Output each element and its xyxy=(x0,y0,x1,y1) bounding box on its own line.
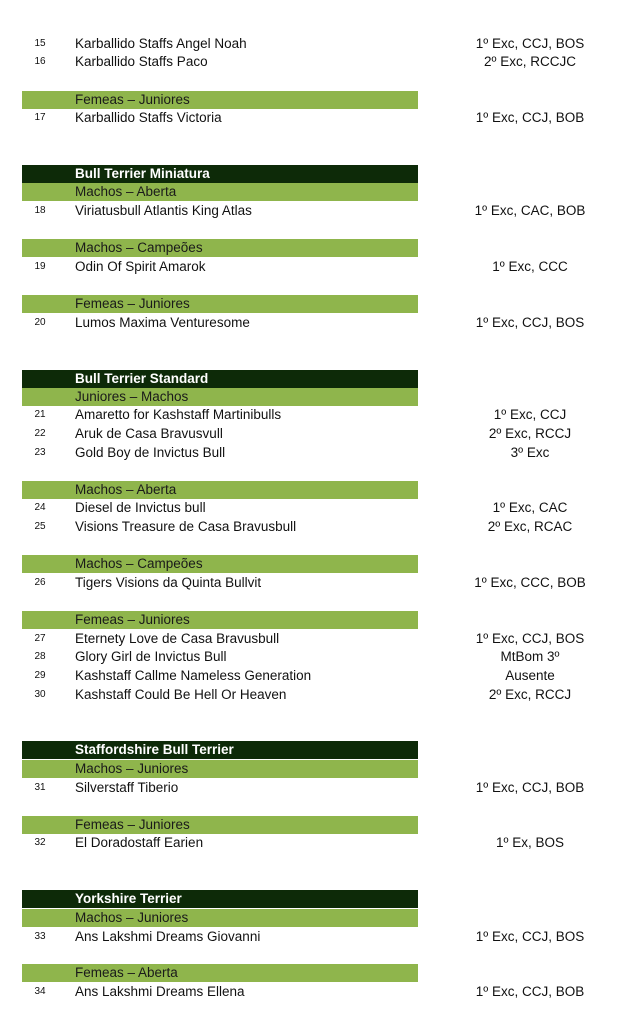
entry-result: 1º Exc, CCJ, BOS xyxy=(475,631,585,646)
entry-name: Ans Lakshmi Dreams Ellena xyxy=(75,984,245,999)
entry-result: Ausente xyxy=(505,668,555,683)
entry-row xyxy=(0,35,628,53)
entry-row xyxy=(0,574,628,592)
entry-number: 16 xyxy=(34,56,46,67)
entry-name: Odin Of Spirit Amarok xyxy=(75,259,206,274)
entry-result: MtBom 3º xyxy=(500,649,560,664)
entry-result: 2º Exc, RCAC xyxy=(487,519,573,534)
entry-row xyxy=(0,630,628,648)
entry-row xyxy=(0,648,628,666)
entry-result: 1º Ex, BOS xyxy=(496,835,564,850)
class-header xyxy=(22,760,418,778)
entry-row xyxy=(0,834,628,852)
entry-number: 30 xyxy=(34,689,46,700)
class-header xyxy=(22,816,418,834)
entry-result: 1º Exc, CCJ, BOB xyxy=(475,984,585,999)
entry-number: 34 xyxy=(34,986,46,997)
entry-number: 32 xyxy=(34,837,46,848)
class-label: Machos – Campeões xyxy=(75,240,203,255)
class-label: Machos – Aberta xyxy=(75,482,177,497)
entry-name: Kashstaff Could Be Hell Or Heaven xyxy=(75,687,287,702)
entry-number: 26 xyxy=(34,577,46,588)
class-header xyxy=(22,388,418,406)
breed-header xyxy=(22,370,418,388)
entry-row xyxy=(0,444,628,462)
entry-row xyxy=(0,779,628,797)
entry-row xyxy=(0,518,628,536)
entry-number: 15 xyxy=(34,38,46,49)
class-header xyxy=(22,183,418,201)
class-label: Machos – Juniores xyxy=(75,910,189,925)
entry-row xyxy=(0,314,628,332)
entry-result: 1º Exc, CCJ, BOS xyxy=(475,929,585,944)
class-label: Femeas – Juniores xyxy=(75,296,190,311)
entry-name: Amaretto for Kashstaff Martinibulls xyxy=(75,407,282,422)
entry-name: Gold Boy de Invictus Bull xyxy=(75,445,226,460)
entry-number: 33 xyxy=(34,931,46,942)
class-label: Femeas – Aberta xyxy=(75,965,178,980)
entry-result: 1º Exc, CCJ, BOS xyxy=(475,315,585,330)
entry-row xyxy=(0,983,628,1001)
entry-name: Karballido Staffs Victoria xyxy=(75,110,222,125)
class-label: Machos – Aberta xyxy=(75,184,177,199)
class-label: Femeas – Juniores xyxy=(75,92,190,107)
entry-result: 1º Exc, CAC, BOB xyxy=(474,203,586,218)
entry-row xyxy=(0,109,628,127)
entry-row xyxy=(0,499,628,517)
entry-name: Viriatusbull Atlantis King Atlas xyxy=(75,203,252,218)
class-header xyxy=(22,555,418,573)
entry-row xyxy=(0,425,628,443)
class-header xyxy=(22,611,418,629)
entry-name: Karballido Staffs Paco xyxy=(75,54,208,69)
entry-row xyxy=(0,686,628,704)
entry-name: Lumos Maxima Venturesome xyxy=(75,315,250,330)
entry-row xyxy=(0,667,628,685)
entry-row xyxy=(0,53,628,71)
entry-result: 1º Exc, CCJ, BOB xyxy=(475,780,585,795)
entry-result: 2º Exc, RCCJ xyxy=(488,426,572,441)
entry-name: Eternety Love de Casa Bravusbull xyxy=(75,631,280,646)
entry-number: 20 xyxy=(34,317,46,328)
class-label: Femeas – Juniores xyxy=(75,612,190,627)
breed-header xyxy=(22,165,418,183)
entry-name: Tigers Visions da Quinta Bullvit xyxy=(75,575,262,590)
entry-number: 28 xyxy=(34,651,46,662)
entry-number: 24 xyxy=(34,502,46,513)
entry-result: 1º Exc, CAC xyxy=(492,500,568,515)
breed-header xyxy=(22,890,418,908)
breed-header xyxy=(22,741,418,759)
breed-label: Bull Terrier Standard xyxy=(75,371,209,386)
entry-number: 21 xyxy=(34,409,46,420)
entry-number: 23 xyxy=(34,447,46,458)
entry-name: Silverstaff Tiberio xyxy=(75,780,179,795)
entry-row xyxy=(0,258,628,276)
entry-number: 27 xyxy=(34,633,46,644)
entry-result: 1º Exc, CCJ xyxy=(493,407,567,422)
entry-name: Kashstaff Callme Nameless Generation xyxy=(75,668,312,683)
entry-result: 1º Exc, CCC, BOB xyxy=(474,575,586,590)
class-label: Femeas – Juniores xyxy=(75,817,190,832)
entry-number: 22 xyxy=(34,428,46,439)
class-header xyxy=(22,239,418,257)
entry-row xyxy=(0,928,628,946)
class-header xyxy=(22,481,418,499)
class-header xyxy=(22,91,418,109)
entry-result: 2º Exc, RCCJC xyxy=(484,54,576,69)
entry-name: Ans Lakshmi Dreams Giovanni xyxy=(75,929,261,944)
entry-result: 1º Exc, CCJ, BOB xyxy=(475,110,585,125)
entry-result: 3º Exc xyxy=(510,445,550,460)
entry-row xyxy=(0,202,628,220)
class-label: Machos – Campeões xyxy=(75,556,203,571)
entry-number: 18 xyxy=(34,205,46,216)
class-header xyxy=(22,295,418,313)
breed-label: Bull Terrier Miniatura xyxy=(75,166,210,181)
entry-name: Visions Treasure de Casa Bravusbull xyxy=(75,519,297,534)
class-header xyxy=(22,909,418,927)
entry-number: 19 xyxy=(34,261,46,272)
entry-row xyxy=(0,406,628,424)
class-header xyxy=(22,964,418,982)
entry-number: 29 xyxy=(34,670,46,681)
class-label: Juniores – Machos xyxy=(75,389,189,404)
breed-label: Staffordshire Bull Terrier xyxy=(75,742,234,757)
entry-name: Glory Girl de Invictus Bull xyxy=(75,649,227,664)
breed-label: Yorkshire Terrier xyxy=(75,891,182,906)
entry-result: 2º Exc, RCCJ xyxy=(488,687,572,702)
entry-name: Aruk de Casa Bravusvull xyxy=(75,426,223,441)
entry-number: 25 xyxy=(34,521,46,532)
entry-name: Diesel de Invictus bull xyxy=(75,500,206,515)
entry-result: 1º Exc, CCC xyxy=(492,259,568,274)
entry-name: Karballido Staffs Angel Noah xyxy=(75,36,247,51)
class-label: Machos – Juniores xyxy=(75,761,189,776)
entry-number: 17 xyxy=(34,112,46,123)
entry-result: 1º Exc, CCJ, BOS xyxy=(475,36,585,51)
entry-number: 31 xyxy=(34,782,46,793)
entry-name: El Doradostaff Earien xyxy=(75,835,204,850)
